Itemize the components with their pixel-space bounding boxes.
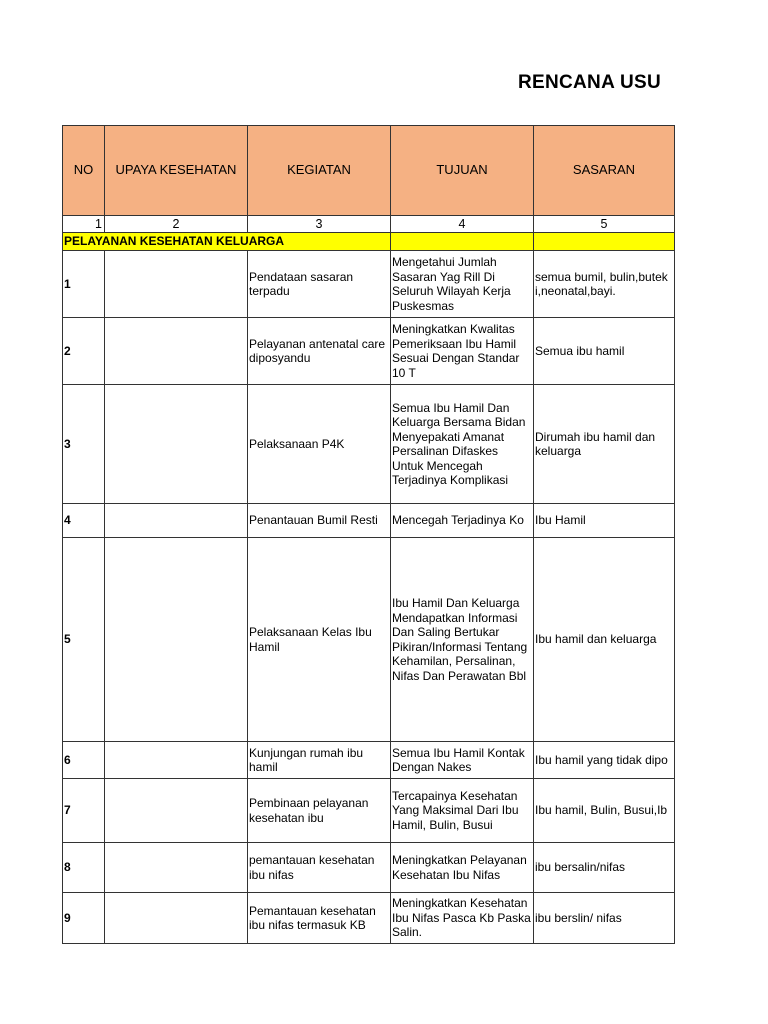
upaya-cell: [105, 742, 248, 779]
kegiatan-cell: Pendataan sasaran terpadu: [248, 251, 391, 318]
tujuan-cell: Tercapainya Kesehatan Yang Maksimal Dari Ibu Hamil, Bulin, Busui: [391, 779, 534, 843]
section-title: PELAYANAN KESEHATAN KELUARGA: [63, 233, 391, 251]
table-row: [63, 893, 675, 944]
column-number: 4: [391, 216, 534, 233]
sasaran-cell: semua bumil, bulin,buteki,neonatal,bayi.: [534, 251, 675, 318]
sasaran-cell: Ibu hamil, Bulin, Busui,Ib: [534, 779, 675, 843]
upaya-cell: [105, 251, 248, 318]
tujuan-cell: Semua Ibu Hamil Kontak Dengan Nakes: [391, 742, 534, 779]
row-number: 8: [63, 843, 105, 893]
tujuan-cell: Mencegah Terjadinya Ko: [391, 504, 534, 538]
column-number: 5: [534, 216, 675, 233]
tujuan-cell: Ibu Hamil Dan Keluarga Mendapatkan Informasi Dan Saling Bertukar Pikiran/Informasi Tentang Kehamilan, Persalinan, Nifas Dan Perawatan Bbl: [391, 538, 534, 742]
table-row: [63, 843, 675, 893]
table-row: [63, 504, 675, 538]
kegiatan-cell: pemantauan kesehatan ibu nifas: [248, 843, 391, 893]
tujuan-cell: Meningkatkan Kesehatan Ibu Nifas Pasca Kb Paska Salin.: [391, 893, 534, 944]
tujuan-cell: Meningkatkan Kwalitas Pemeriksaan Ibu Hamil Sesuai Dengan Standar 10 T: [391, 318, 534, 385]
upaya-cell: [105, 318, 248, 385]
tujuan-cell: Meningkatkan Pelayanan Kesehatan Ibu Nifas: [391, 843, 534, 893]
kegiatan-cell: Pelayanan antenatal care diposyandu: [248, 318, 391, 385]
sasaran-cell: ibu berslin/ nifas: [534, 893, 675, 944]
sasaran-cell: Semua ibu hamil: [534, 318, 675, 385]
row-number: 7: [63, 779, 105, 843]
kegiatan-cell: Pelaksanaan P4K: [248, 385, 391, 504]
row-number: 1: [63, 251, 105, 318]
upaya-cell: [105, 843, 248, 893]
upaya-cell: [105, 893, 248, 944]
header-tujuan: TUJUAN: [391, 126, 534, 216]
row-number: 2: [63, 318, 105, 385]
column-number: 3: [248, 216, 391, 233]
table-row: [63, 251, 675, 318]
header-no: NO: [63, 126, 105, 216]
section-cell: [391, 233, 534, 251]
row-number: 4: [63, 504, 105, 538]
header-sasaran: SASARAN: [534, 126, 675, 216]
header-kegiatan: KEGIATAN: [248, 126, 391, 216]
table-row: [63, 779, 675, 843]
sasaran-cell: Ibu hamil yang tidak dipo: [534, 742, 675, 779]
document-title: RENCANA USU: [518, 72, 661, 93]
upaya-cell: [105, 538, 248, 742]
section-cell: [534, 233, 675, 251]
sasaran-cell: Ibu hamil dan keluarga: [534, 538, 675, 742]
sasaran-cell: Ibu Hamil: [534, 504, 675, 538]
upaya-cell: [105, 385, 248, 504]
row-number: 3: [63, 385, 105, 504]
tujuan-cell: Semua Ibu Hamil Dan Keluarga Bersama Bidan Menyepakati Amanat Persalinan Difaskes Untuk Mencegah Terjadinya Komplikasi: [391, 385, 534, 504]
header-upaya-kesehatan: UPAYA KESEHATAN: [105, 126, 248, 216]
kegiatan-cell: Pelaksanaan Kelas Ibu Hamil: [248, 538, 391, 742]
upaya-cell: [105, 779, 248, 843]
row-number: 6: [63, 742, 105, 779]
column-number: 1: [63, 216, 105, 233]
table-row: [63, 742, 675, 779]
table-row: [63, 538, 675, 742]
upaya-cell: [105, 504, 248, 538]
table-row: [63, 385, 675, 504]
row-number: 9: [63, 893, 105, 944]
column-number-row: [63, 216, 675, 233]
column-number: 2: [105, 216, 248, 233]
activity-plan-table: [62, 125, 675, 944]
sasaran-cell: ibu bersalin/nifas: [534, 843, 675, 893]
kegiatan-cell: Pembinaan pelayanan kesehatan ibu: [248, 779, 391, 843]
kegiatan-cell: Penantauan Bumil Resti: [248, 504, 391, 538]
tujuan-cell: Mengetahui Jumlah Sasaran Yag Rill Di Seluruh Wilayah Kerja Puskesmas: [391, 251, 534, 318]
sasaran-cell: Dirumah ibu hamil dan keluarga: [534, 385, 675, 504]
section-row: [63, 233, 675, 251]
header-row: [63, 126, 675, 216]
kegiatan-cell: Kunjungan rumah ibu hamil: [248, 742, 391, 779]
row-number: 5: [63, 538, 105, 742]
table-row: [63, 318, 675, 385]
kegiatan-cell: Pemantauan kesehatan ibu nifas termasuk KB: [248, 893, 391, 944]
